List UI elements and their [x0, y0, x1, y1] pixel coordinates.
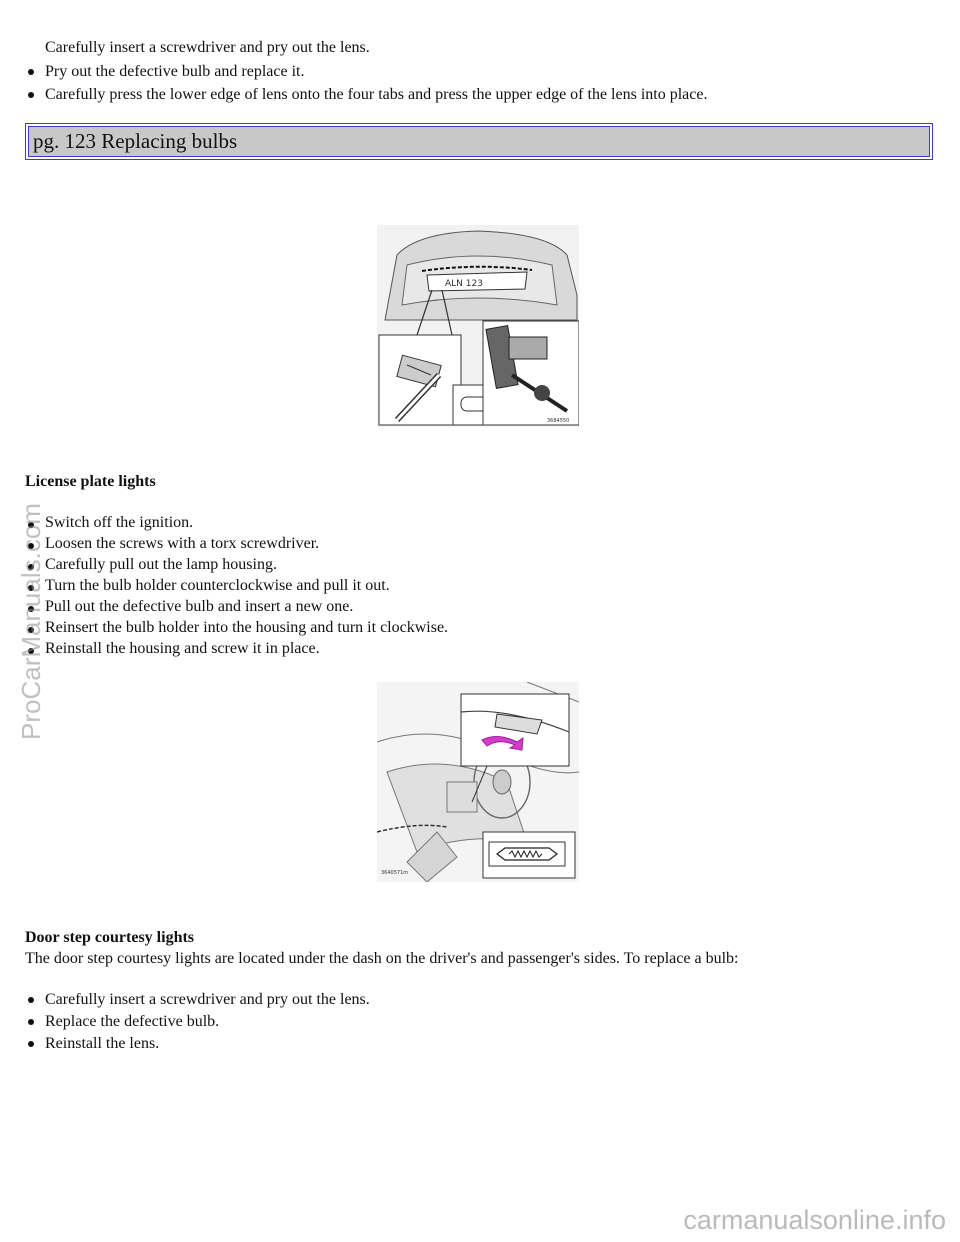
- bullet-icon: [28, 606, 34, 612]
- bullet-icon: [28, 648, 34, 654]
- section-heading-bar: [25, 123, 933, 160]
- door-step-intro: The door step courtesy lights are located under the dash on the driver's and passenger's sides. To replace a bulb:: [25, 950, 739, 967]
- list-item: Switch off the ignition.: [45, 514, 194, 531]
- list-item: Reinsert the bulb holder into the housing and turn it clockwise.: [45, 619, 449, 636]
- list-item: Loosen the screws with a torx screwdriver.: [45, 535, 320, 552]
- list-item: Carefully insert a screwdriver and pry out the lens.: [45, 991, 370, 1008]
- license-plate-light-figure: [377, 225, 579, 427]
- bullet-icon: [28, 1019, 34, 1025]
- bullet-icon: [28, 1041, 34, 1047]
- bullet-icon: [28, 69, 34, 75]
- door-step-lights-title: Door step courtesy lights: [25, 929, 195, 946]
- list-item: Reinstall the housing and screw it in place.: [45, 640, 320, 657]
- list-item: Pull out the defective bulb and insert a new one.: [45, 598, 354, 615]
- license-plate-light-illustration: [377, 225, 579, 427]
- bullet-icon: [28, 92, 34, 98]
- list-item: Pry out the defective bulb and replace it.: [45, 63, 305, 80]
- list-item: Carefully press the lower edge of lens onto the four tabs and press the upper edge of the lens into place.: [45, 86, 708, 103]
- bottom-watermark: carmanualsonline.info: [683, 1205, 946, 1235]
- list-item: Carefully pull out the lamp housing.: [45, 556, 277, 573]
- bullet-icon: [28, 997, 34, 1003]
- list-item: Turn the bulb holder counterclockwise and pull it out.: [45, 577, 390, 594]
- bullet-icon: [28, 522, 34, 528]
- bullet-icon: [28, 564, 34, 570]
- figure-code: 3640571m: [381, 870, 409, 876]
- bullet-icon: [28, 543, 34, 549]
- door-step-light-illustration: [377, 682, 579, 882]
- side-watermark: ProCarManuals.com: [16, 503, 46, 740]
- section-heading: pg. 123 Replacing bulbs: [28, 126, 930, 157]
- bullet-icon: [28, 585, 34, 591]
- list-continuation-text: Carefully insert a screwdriver and pry out the lens.: [45, 39, 370, 56]
- list-item: Replace the defective bulb.: [45, 1013, 220, 1030]
- figure-code: 3684550: [547, 418, 570, 424]
- list-item: Reinstall the lens.: [45, 1035, 160, 1052]
- plate-text: ALN 123: [445, 279, 483, 289]
- bullet-icon: [28, 627, 34, 633]
- license-plate-lights-title: License plate lights: [25, 473, 156, 490]
- door-step-light-figure: [377, 682, 579, 882]
